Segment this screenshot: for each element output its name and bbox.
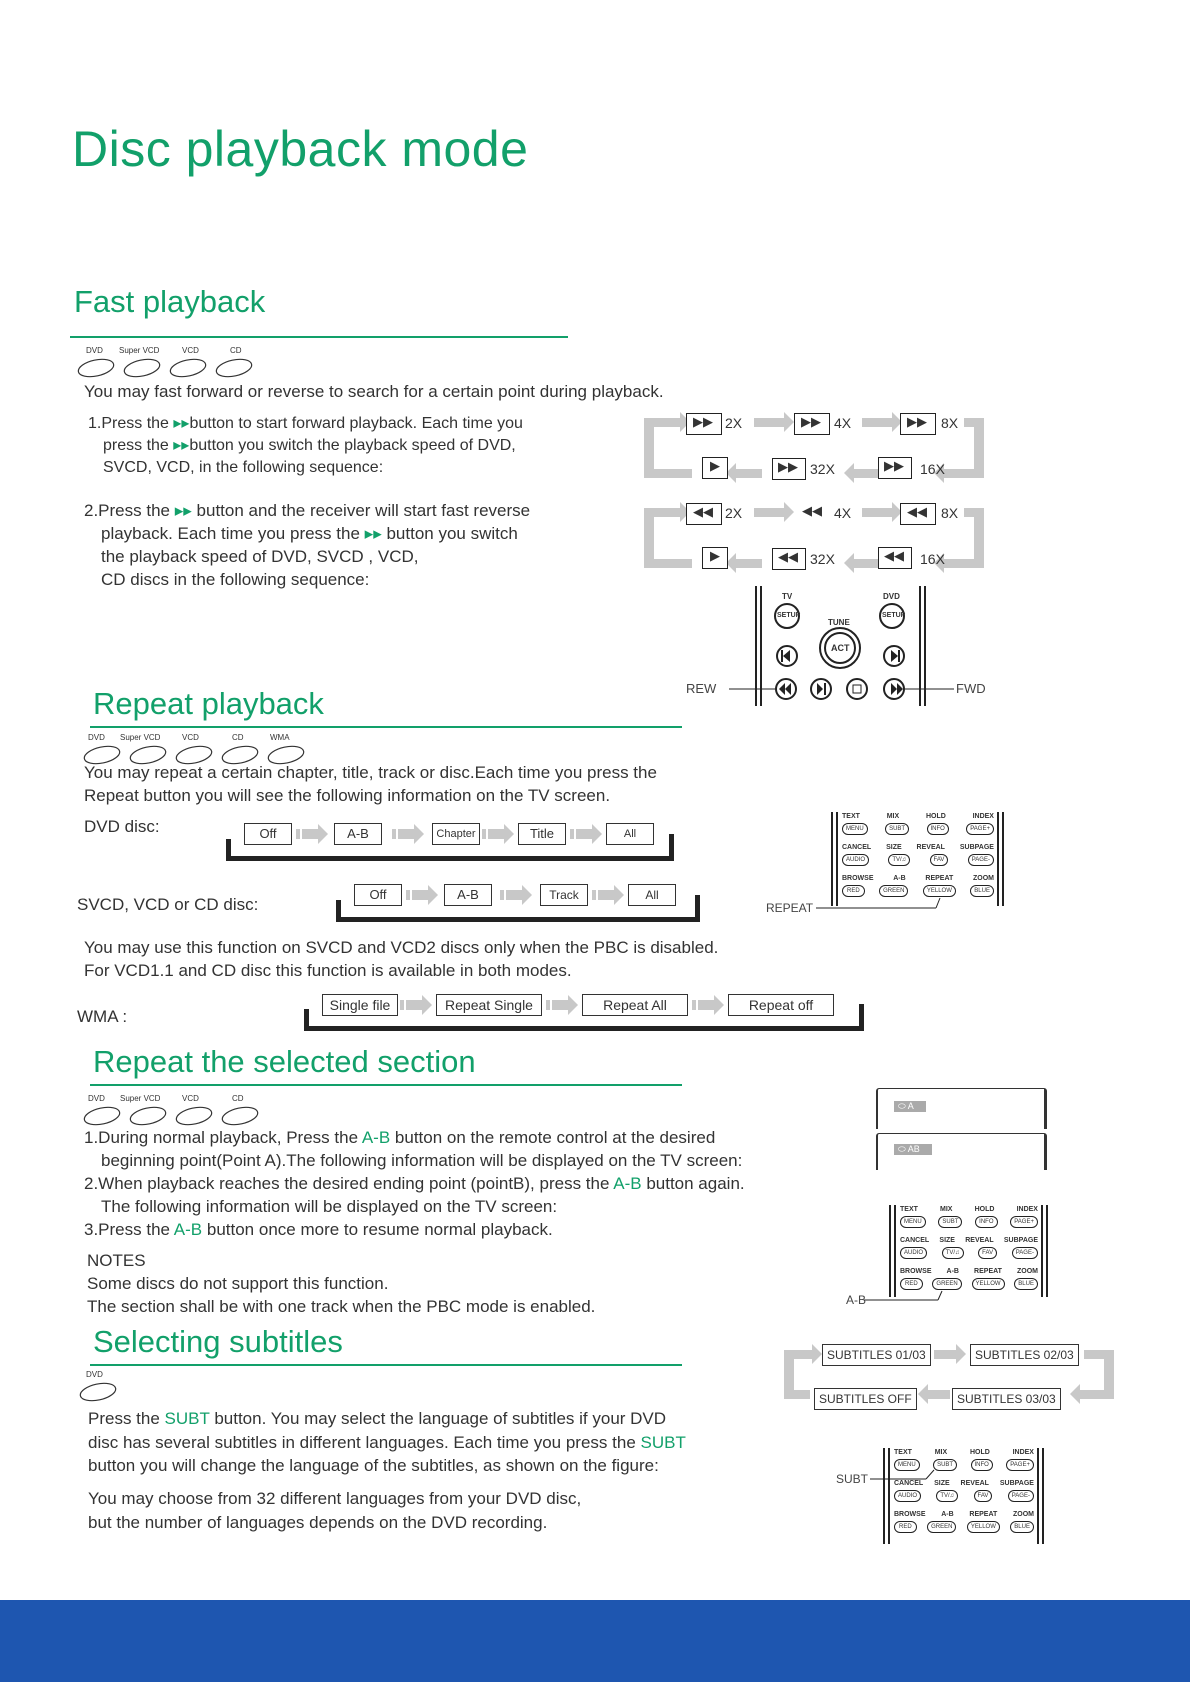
footer-bar [0, 1600, 1190, 1682]
subtitle-state-off: SUBTITLES OFF [814, 1388, 917, 1410]
section-divider [90, 1084, 682, 1086]
rew-label: REW [686, 681, 717, 696]
section-divider [90, 1364, 682, 1366]
disc-label-dvd: DVD [86, 346, 103, 355]
fast-step2: 2.Press the ▸▸ button and the receiver will start fast reverse playback. Each time you press the ▸▸ button you switch the playback speed of DVD, SVCD , VCD, CD discs in the following sequence: [84, 501, 531, 589]
play-button-icon: ▶ [702, 457, 728, 479]
repeat-state-off: Off [354, 884, 402, 906]
subt-button: SUBT [933, 1459, 957, 1471]
speed-4x: 4X [834, 415, 852, 431]
repeat-pointer-label: REPEAT [766, 901, 814, 915]
speed-16x: 16X [920, 461, 945, 477]
wma-single-file: Single file [322, 994, 398, 1016]
act-button: ACT [831, 643, 850, 653]
fwd-label: FWD [956, 681, 986, 696]
fast-step1: 1.Press the ▸▸button to start forward playback. Each time you press the ▸▸button you switch the playback speed of DVD, SVCD, VCD, in the following sequence: [88, 415, 523, 476]
arrow-right-icon [400, 995, 434, 1015]
page-plus-button: PAGE+ [966, 823, 994, 835]
disc-label-wma: WMA [270, 733, 290, 742]
green-button: GREEN [932, 1278, 961, 1290]
audio-button: AUDIO [842, 854, 869, 866]
fast-playback-heading: Fast playback [74, 284, 266, 319]
green-button: GREEN [879, 885, 908, 897]
pad-row2-labels: CANCEL SIZE REVEAL SUBPAGE [842, 844, 994, 851]
fav-button: FAV [974, 1490, 993, 1502]
subtitle-sequence-diagram [784, 1340, 1114, 1416]
ab-pointer-label: A-B [846, 1293, 867, 1307]
info-button: INFO [971, 1459, 993, 1471]
setup-button: SETUP [882, 612, 906, 619]
repeat-section-heading: Repeat the selected section [93, 1044, 476, 1079]
audio-button: AUDIO [900, 1247, 927, 1259]
yellow-button: YELLOW [967, 1521, 1000, 1533]
speed-32x: 32X [810, 461, 835, 477]
rew-icon: ▸▸ [174, 501, 192, 520]
forward-speed-diagram [644, 410, 1004, 486]
pad-row3-labels: BROWSE A-B REPEAT ZOOM [842, 875, 994, 882]
tv-radio-button: TV/♫ [936, 1490, 958, 1502]
fwd-icon: ▸▸ [173, 437, 190, 454]
subtitle-state-01: SUBTITLES 01/03 [822, 1344, 931, 1366]
tv-radio-button: TV/♫ [888, 854, 910, 866]
subtitles-disc-icons [78, 1370, 124, 1409]
remote-tv-label: TV [782, 592, 793, 601]
pad-row3-buttons [894, 1521, 1034, 1533]
remote-dvd-label: DVD [883, 592, 900, 601]
pad-row2-labels: CANCEL SIZE REVEAL SUBPAGE [900, 1237, 1038, 1244]
arrow-right-icon [392, 824, 426, 844]
play-button-icon: ▶ [702, 547, 728, 569]
repeat-state-off: Off [244, 823, 292, 845]
pad-row1-buttons [894, 1459, 1034, 1471]
blue-button: BLUE [970, 885, 994, 897]
ff-button-icon: ▶▶ [794, 413, 830, 435]
yellow-button: YELLOW [923, 885, 956, 897]
speed-8x: 8X [941, 505, 959, 521]
repeat-notes: You may use this function on SVCD and VCD2 discs only when the PBC is disabled. For VCD1.1 and CD disc this function is available in both modes. [84, 938, 719, 980]
screen-ab-indicator: ⬭ AB [894, 1144, 932, 1155]
page-plus-button: PAGE+ [1006, 1459, 1034, 1471]
remote-tune-label: TUNE [828, 618, 850, 627]
arrow-right-icon [570, 824, 604, 844]
pad-row1-buttons [900, 1216, 1038, 1228]
wma-repeat-all: Repeat All [582, 994, 688, 1016]
speed-32x: 32X [810, 551, 835, 567]
subt-remote-pad [836, 1448, 1050, 1546]
rew-icon: ◀◀ [802, 503, 822, 518]
pad-row1-labels: TEXT MIX HOLD INDEX [842, 813, 994, 820]
ff-button-icon: ▶▶ [686, 413, 722, 435]
pad-row3-buttons [900, 1278, 1038, 1290]
fav-button: FAV [930, 854, 949, 866]
subtitles-heading: Selecting subtitles [93, 1324, 343, 1359]
repeat-remote-pad [766, 810, 1008, 920]
disc-label-dvd: DVD [88, 1094, 105, 1103]
fast-intro: You may fast forward or reverse to search for a certain point during playback. [84, 382, 664, 401]
disc-label-vcd: VCD [182, 346, 199, 355]
tv-screen-ab [876, 1133, 1047, 1170]
pad-row3-labels: BROWSE A-B REPEAT ZOOM [900, 1268, 1038, 1275]
disc-label-svcd: Super VCD [119, 346, 160, 355]
speed-2x: 2X [725, 415, 743, 431]
speed-16x: 16X [920, 551, 945, 567]
arrow-right-icon [546, 995, 580, 1015]
page-minus-button: PAGE- [1012, 1247, 1038, 1259]
repeat-state-all: All [628, 884, 676, 906]
section-steps: 1.During normal playback, Press the A-B button on the remote control at the desired beginning point(Point A).The following information will be displayed on the TV screen: 2.When playback reaches the desired ending point (pointB), press the A-B button again. The following information will be displayed on the TV screen: 3.Press the A-B button once more to resume normal playback. [84, 1128, 745, 1239]
section-notes: NOTES Some discs do not support this function. The section shall be with one track when the PBC mode is enabled. [87, 1251, 596, 1316]
menu-button: MENU [894, 1459, 920, 1471]
page-minus-button: PAGE- [1008, 1490, 1034, 1502]
rew-icon: ▸▸ [364, 524, 382, 543]
pad-row3-buttons [842, 885, 994, 897]
tv-screen-a [876, 1088, 1047, 1129]
fwd-icon: ▸▸ [173, 415, 190, 432]
disc-label-svcd: Super VCD [120, 1094, 161, 1103]
rew-button-icon: ◀◀ [686, 503, 722, 525]
repeat-intro: You may repeat a certain chapter, title, track or disc.Each time you press the Repeat button you will see the following information on the TV screen. [84, 763, 657, 805]
red-button: RED [900, 1278, 923, 1290]
svcd-disc-label: SVCD, VCD or CD disc: [77, 895, 259, 914]
repeat-state-title: Title [518, 823, 566, 845]
fav-button: FAV [978, 1247, 997, 1259]
repeat-state-chapter: Chapter [432, 823, 480, 845]
dvd-repeat-sequence [226, 820, 674, 866]
disc-label-svcd: Super VCD [120, 733, 161, 742]
repeat-state-track: Track [540, 884, 588, 906]
speed-2x: 2X [725, 505, 743, 521]
blue-button: BLUE [1010, 1521, 1034, 1533]
tv-radio-button: TV/♫ [942, 1247, 964, 1259]
arrow-right-icon [500, 885, 534, 905]
arrow-right-icon [406, 885, 440, 905]
audio-button: AUDIO [894, 1490, 921, 1502]
page-title: Disc playback mode [72, 121, 529, 177]
arrow-right-icon [296, 824, 330, 844]
disc-label-vcd: VCD [182, 733, 199, 742]
red-button: RED [894, 1521, 917, 1533]
setup-button: SETUP [777, 612, 801, 619]
repeat-state-ab: A-B [334, 823, 382, 845]
page-plus-button: PAGE+ [1010, 1216, 1038, 1228]
menu-button: MENU [842, 823, 868, 835]
subtitle-state-03: SUBTITLES 03/03 [952, 1388, 1061, 1410]
svcd-repeat-sequence [336, 881, 700, 927]
section-divider [70, 336, 568, 338]
pad-row1-labels: TEXT MIX HOLD INDEX [894, 1449, 1034, 1456]
wma-repeat-off: Repeat off [728, 994, 834, 1016]
arrow-right-icon [592, 885, 626, 905]
wma-repeat-single: Repeat Single [436, 994, 542, 1016]
dvd-disc-label: DVD disc: [84, 817, 160, 836]
pad-row2-buttons [900, 1247, 1038, 1259]
wma-repeat-sequence [304, 992, 858, 1034]
pad-row2-labels: CANCEL SIZE REVEAL SUBPAGE [894, 1480, 1034, 1487]
red-button: RED [842, 885, 865, 897]
info-button: INFO [927, 823, 949, 835]
pad-row1-labels: TEXT MIX HOLD INDEX [900, 1206, 1038, 1213]
page-minus-button: PAGE- [968, 854, 994, 866]
section-divider [90, 726, 682, 728]
arrow-right-icon [482, 824, 516, 844]
disc-label-vcd: VCD [182, 1094, 199, 1103]
subtitles-paragraph2: You may choose from 32 different languages from your DVD disc, but the number of languages depends on the DVD recording. [88, 1489, 582, 1532]
screen-a-indicator: ⬭ A [894, 1101, 926, 1112]
subtitles-paragraph1: Press the SUBT button. You may select the language of subtitles if your DVD disc has several subtitles in different languages. Each time you press the SUBT button you will change the language of the subtitles, as shown on the figure: [88, 1409, 686, 1475]
info-button: INFO [975, 1216, 997, 1228]
pad-row2-buttons [842, 854, 994, 866]
disc-label-cd: CD [232, 733, 244, 742]
rew-button-icon: ◀◀ [878, 547, 912, 569]
menu-button: MENU [900, 1216, 926, 1228]
repeat-state-ab: A-B [444, 884, 492, 906]
fast-disc-icons [76, 346, 266, 385]
pad-row3-labels: BROWSE A-B REPEAT ZOOM [894, 1511, 1034, 1518]
ff-button-icon: ▶▶ [772, 458, 806, 480]
arrow-right-icon [692, 995, 726, 1015]
disc-label-dvd: DVD [86, 1370, 103, 1379]
green-button: GREEN [927, 1521, 956, 1533]
subt-pointer-label: SUBT [836, 1472, 869, 1486]
speed-4x: 4X [834, 505, 852, 521]
rew-button-icon: ◀◀ [900, 503, 936, 525]
pad-row1-buttons [842, 823, 994, 835]
yellow-button: YELLOW [972, 1278, 1005, 1290]
transport-remote-illustration [684, 586, 1004, 706]
pad-row2-buttons [894, 1490, 1034, 1502]
subt-button: SUBT [938, 1216, 962, 1228]
wma-label: WMA : [77, 1007, 128, 1026]
subtitle-state-02: SUBTITLES 02/03 [970, 1344, 1079, 1366]
repeat-state-all: All [606, 823, 654, 845]
blue-button: BLUE [1014, 1278, 1038, 1290]
disc-label-cd: CD [232, 1094, 244, 1103]
repeat-playback-heading: Repeat playback [93, 686, 324, 721]
ff-button-icon: ▶▶ [900, 413, 936, 435]
speed-8x: 8X [941, 415, 959, 431]
disc-label-dvd: DVD [88, 733, 105, 742]
subt-button: SUBT [885, 823, 909, 835]
ff-button-icon: ▶▶ [878, 457, 912, 479]
rew-button-icon: ◀◀ [772, 548, 806, 570]
disc-label-cd: CD [230, 346, 242, 355]
ab-remote-pad [846, 1205, 1052, 1311]
reverse-speed-diagram [644, 500, 1004, 576]
